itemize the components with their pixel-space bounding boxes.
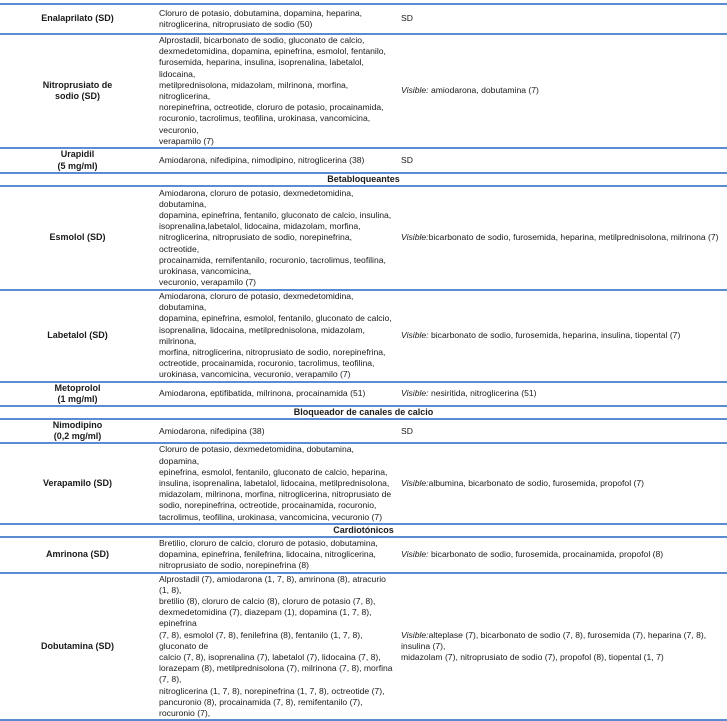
- drug-name: Metoprolol (1 mg/ml): [0, 382, 155, 406]
- incompatible-list: nesiritida, nitroglicerina (51): [430, 388, 537, 399]
- drug-name: Nimodipino (0,2 mg/ml): [0, 419, 155, 443]
- table-row: [0, 443, 727, 523]
- section-cardiotonicos: Cardiotónicos: [0, 524, 727, 537]
- table-row: [0, 290, 727, 382]
- incompatible-list: albumina, bicarbonato de sodio, furosemida, propofol (7): [428, 478, 645, 489]
- compatible-list: Amiodarona, nifedipina, nimodipino, nitroglicerina (38): [155, 148, 397, 173]
- compatible-list: Bretilio, cloruro de calcio, cloruro de potasio, dobutamina, dopamina, epinefrina, fenilefrina, lidocaina, nitroglicerina, nitroprusiato de sodio, norepinefrina (8): [155, 537, 397, 573]
- drug-compatibility-table: [0, 3, 727, 721]
- drug-name: Nitroprusiato de sodio (SD): [0, 34, 155, 148]
- visible-label: Visible:: [401, 549, 429, 560]
- incompatible-list: bicarbonato de sodio, furosemida, heparina, metilprednisolona, milrinona (7): [428, 232, 719, 243]
- incompatible-list: amiodarona, dobutamina (7): [430, 85, 539, 96]
- compatible-list: Cloruro de potasio, dobutamina, dopamina, heparina, nitroglicerina, nitroprusiato de sodio (50): [155, 4, 397, 34]
- incompatible-list: bicarbonato de sodio, furosemida, heparina, insulina, tiopental (7): [430, 330, 681, 341]
- incompatible-list: bicarbonato de sodio, furosemida, procainamida, propofol (8): [430, 549, 664, 560]
- drug-name: Esmolol (SD): [0, 186, 155, 290]
- incompatible-list: alteplase (7), bicarbonato de sodio (7, 8), furosemida (7), heparina (7, 8), insulina (7), midazolam (7), nitroprusiato de sodio (7), propofol (8), tiopental (1, 7): [401, 629, 707, 662]
- section-header: [0, 173, 727, 186]
- compatible-list: Amiodarona, eptifibatida, milrinona, procainamida (51): [155, 382, 397, 406]
- table-row: [0, 148, 727, 173]
- incompatible-cell: [397, 382, 727, 406]
- drug-name: Dobutamina (SD): [0, 573, 155, 721]
- incompatible-cell: [397, 573, 727, 721]
- compatible-list: Amiodarona, cloruro de potasio, dexmedetomidina, dobutamina, dopamina, epinefrina, esmolol, fentanilo, gluconato de calcio, isoprenalina, lidocaina, metilprednisolona, midazolam, milrinona, morfina, nitroglicerina, nitroprusiato de sodio, norepinefrina, octreotide, procainamida, rocuronio, tacrolimus, teofilina, urokinasa, vancomicina, vecuronio, verapamilo (7): [155, 290, 397, 382]
- visible-label: Visible:: [401, 232, 429, 243]
- drug-name: Labetalol (SD): [0, 290, 155, 382]
- incompatible-cell: [397, 443, 727, 523]
- section-betabloqueantes: Betabloqueantes: [0, 173, 727, 186]
- visible-label: Visible:: [401, 330, 429, 341]
- table-row: [0, 4, 727, 34]
- table-row: [0, 34, 727, 148]
- drug-name: Verapamilo (SD): [0, 443, 155, 523]
- incompatible-list: SD: [397, 419, 727, 443]
- table-row: [0, 537, 727, 573]
- visible-label: Visible:: [401, 85, 429, 96]
- visible-label: Visible:: [401, 388, 429, 399]
- section-header: [0, 524, 727, 537]
- drug-name: Enalaprilato (SD): [0, 4, 155, 34]
- table-row: [0, 419, 727, 443]
- visible-label: Visible:: [401, 478, 429, 489]
- incompatible-list: SD: [397, 4, 727, 34]
- section-header: [0, 406, 727, 419]
- compatible-list: Amiodarona, nifedipina (38): [155, 419, 397, 443]
- compatible-list: Cloruro de potasio, dexmedetomidina, dobutamina, dopamina, epinefrina, esmolol, fentanilo, gluconato de calcio, heparina, insulina, isoprenalina, labetalol, lidocaina, metilprednisolona, midazolam, milrinona, morfina, nitroglicerina, nitroprusiato de sodio, norepinefrina, octreotide, procainamida, rocuronio, tacrolimus, teofilina, urokinasa, vancomicina, vecuronio (7): [155, 443, 397, 523]
- incompatible-cell: [397, 34, 727, 148]
- section-bloqueador-calcio: Bloqueador de canales de calcio: [0, 406, 727, 419]
- incompatible-cell: [397, 290, 727, 382]
- compatible-list: Alprostadil (7), amiodarona (1, 7, 8), amrinona (8), atracurio (1, 8), bretilio (8), cloruro de calcio (8), cloruro de potasio (7, 8), dexmedetomidina (7), diazepam (1), dopamina (1, 7, 8), epinefrina (7, 8), esmolol (7, 8), fenilefrina (8), fentanilo (1, 7, 8), gluconato de calcio (7, 8), isoprenalina (7), labetalol (7), lidocaina (7, 8), lorazepam (8), metilprednisolona (7), milrinona (7, 8), morfina (7, 8), nitroglicerina (1, 7, 8), norepinefrina (1, 7, 8), octreotide (7), pancuronio (8), procainamida (7, 8), remifentanilo (7), rocuronio (7),: [155, 573, 397, 721]
- compatible-list: Alprostadil, bicarbonato de sodio, gluconato de calcio, dexmedetomidina, dopamina, epinefrina, esmolol, fentanilo, furosemida, heparina, insulina, isoprenalina, labetalol, lidocaina, metilprednisolona, midazolam, milrinona, morfina, nitroglicerina, norepinefrina, octreotide, cloruro de potasio, procainamida, rocuronio, tacrolimus, teofilina, urokinasa, vancomicina, vecuronio, verapamilo (7): [155, 34, 397, 148]
- table-row: [0, 382, 727, 406]
- incompatible-cell: [397, 186, 727, 290]
- visible-label: Visible:: [401, 629, 429, 640]
- table-row: [0, 186, 727, 290]
- drug-name: Urapidil (5 mg/ml): [0, 148, 155, 173]
- table-row: [0, 573, 727, 721]
- incompatible-cell: [397, 537, 727, 573]
- drug-name: Amrinona (SD): [0, 537, 155, 573]
- compatible-list: Amiodarona, cloruro de potasio, dexmedetomidina, dobutamina, dopamina, epinefrina, fentanilo, gluconato de calcio, insulina, isoprenalina,labetalol, lidocaina, midazolam, morfina, nitroglicerina, nitroprusiato de sodio, norepinefrina, octreotide, procainamida, remifentanilo, rocuronio, tacrolimus, teofilina, urokinasa, vancomicina, vecuronio, verapamilo (7): [155, 186, 397, 290]
- incompatible-list: SD: [397, 148, 727, 173]
